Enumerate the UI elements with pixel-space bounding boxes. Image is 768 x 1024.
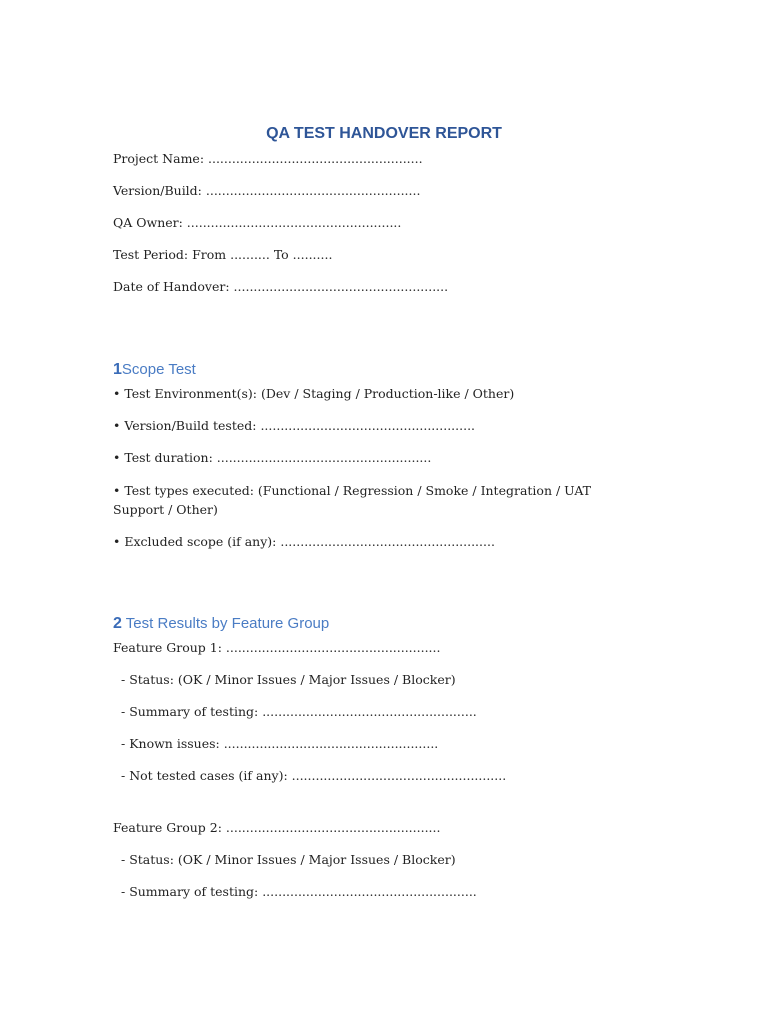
feature-group-1-label: Feature Group 1: ......................................................	[113, 640, 441, 655]
date-of-handover-field: Date of Handover: ......................................................	[113, 279, 449, 294]
scope-item-test-types: • Test types executed: (Functional / Regression / Smoke / Integration / UAT Support / Other)	[113, 483, 591, 517]
feature-group-1-summary: - Summary of testing: ......................................................	[121, 704, 477, 719]
feature-group-1-status: - Status: (OK / Minor Issues / Major Issues / Blocker)	[121, 672, 456, 687]
feature-group-1-known-issues: - Known issues: ......................................................	[121, 736, 439, 751]
feature-group-2-status: - Status: (OK / Minor Issues / Major Issues / Blocker)	[121, 852, 456, 867]
feature-group-2-summary: - Summary of testing: ......................................................	[121, 884, 477, 899]
scope-item-environment: • Test Environment(s): (Dev / Staging / Production-like / Other)	[113, 386, 515, 401]
section-1-title: Scope Test	[121, 361, 196, 378]
project-name-field: Project Name: ......................................................	[113, 151, 423, 166]
scope-item-version-tested: • Version/Build tested: ......................................................	[113, 418, 476, 433]
scope-item-excluded: • Excluded scope (if any): ......................................................	[113, 534, 495, 549]
report-title: QA TEST HANDOVER REPORT	[266, 125, 502, 142]
qa-owner-field: QA Owner: ......................................................	[113, 215, 402, 230]
scope-item-duration: • Test duration: ......................................................	[113, 450, 432, 465]
test-period-field: Test Period: From .......... To ..........	[113, 247, 333, 262]
section-1-heading	[113, 361, 196, 379]
feature-group-1-not-tested: - Not tested cases (if any): ......................................................	[121, 768, 507, 783]
section-2-title: Test Results by Feature Group	[121, 615, 330, 632]
section-2-heading	[113, 615, 329, 633]
version-build-field: Version/Build: ......................................................	[113, 183, 421, 198]
feature-group-2-label: Feature Group 2: ......................................................	[113, 820, 441, 835]
section-1-number: 1	[113, 361, 122, 378]
section-2-number: 2	[113, 615, 122, 632]
